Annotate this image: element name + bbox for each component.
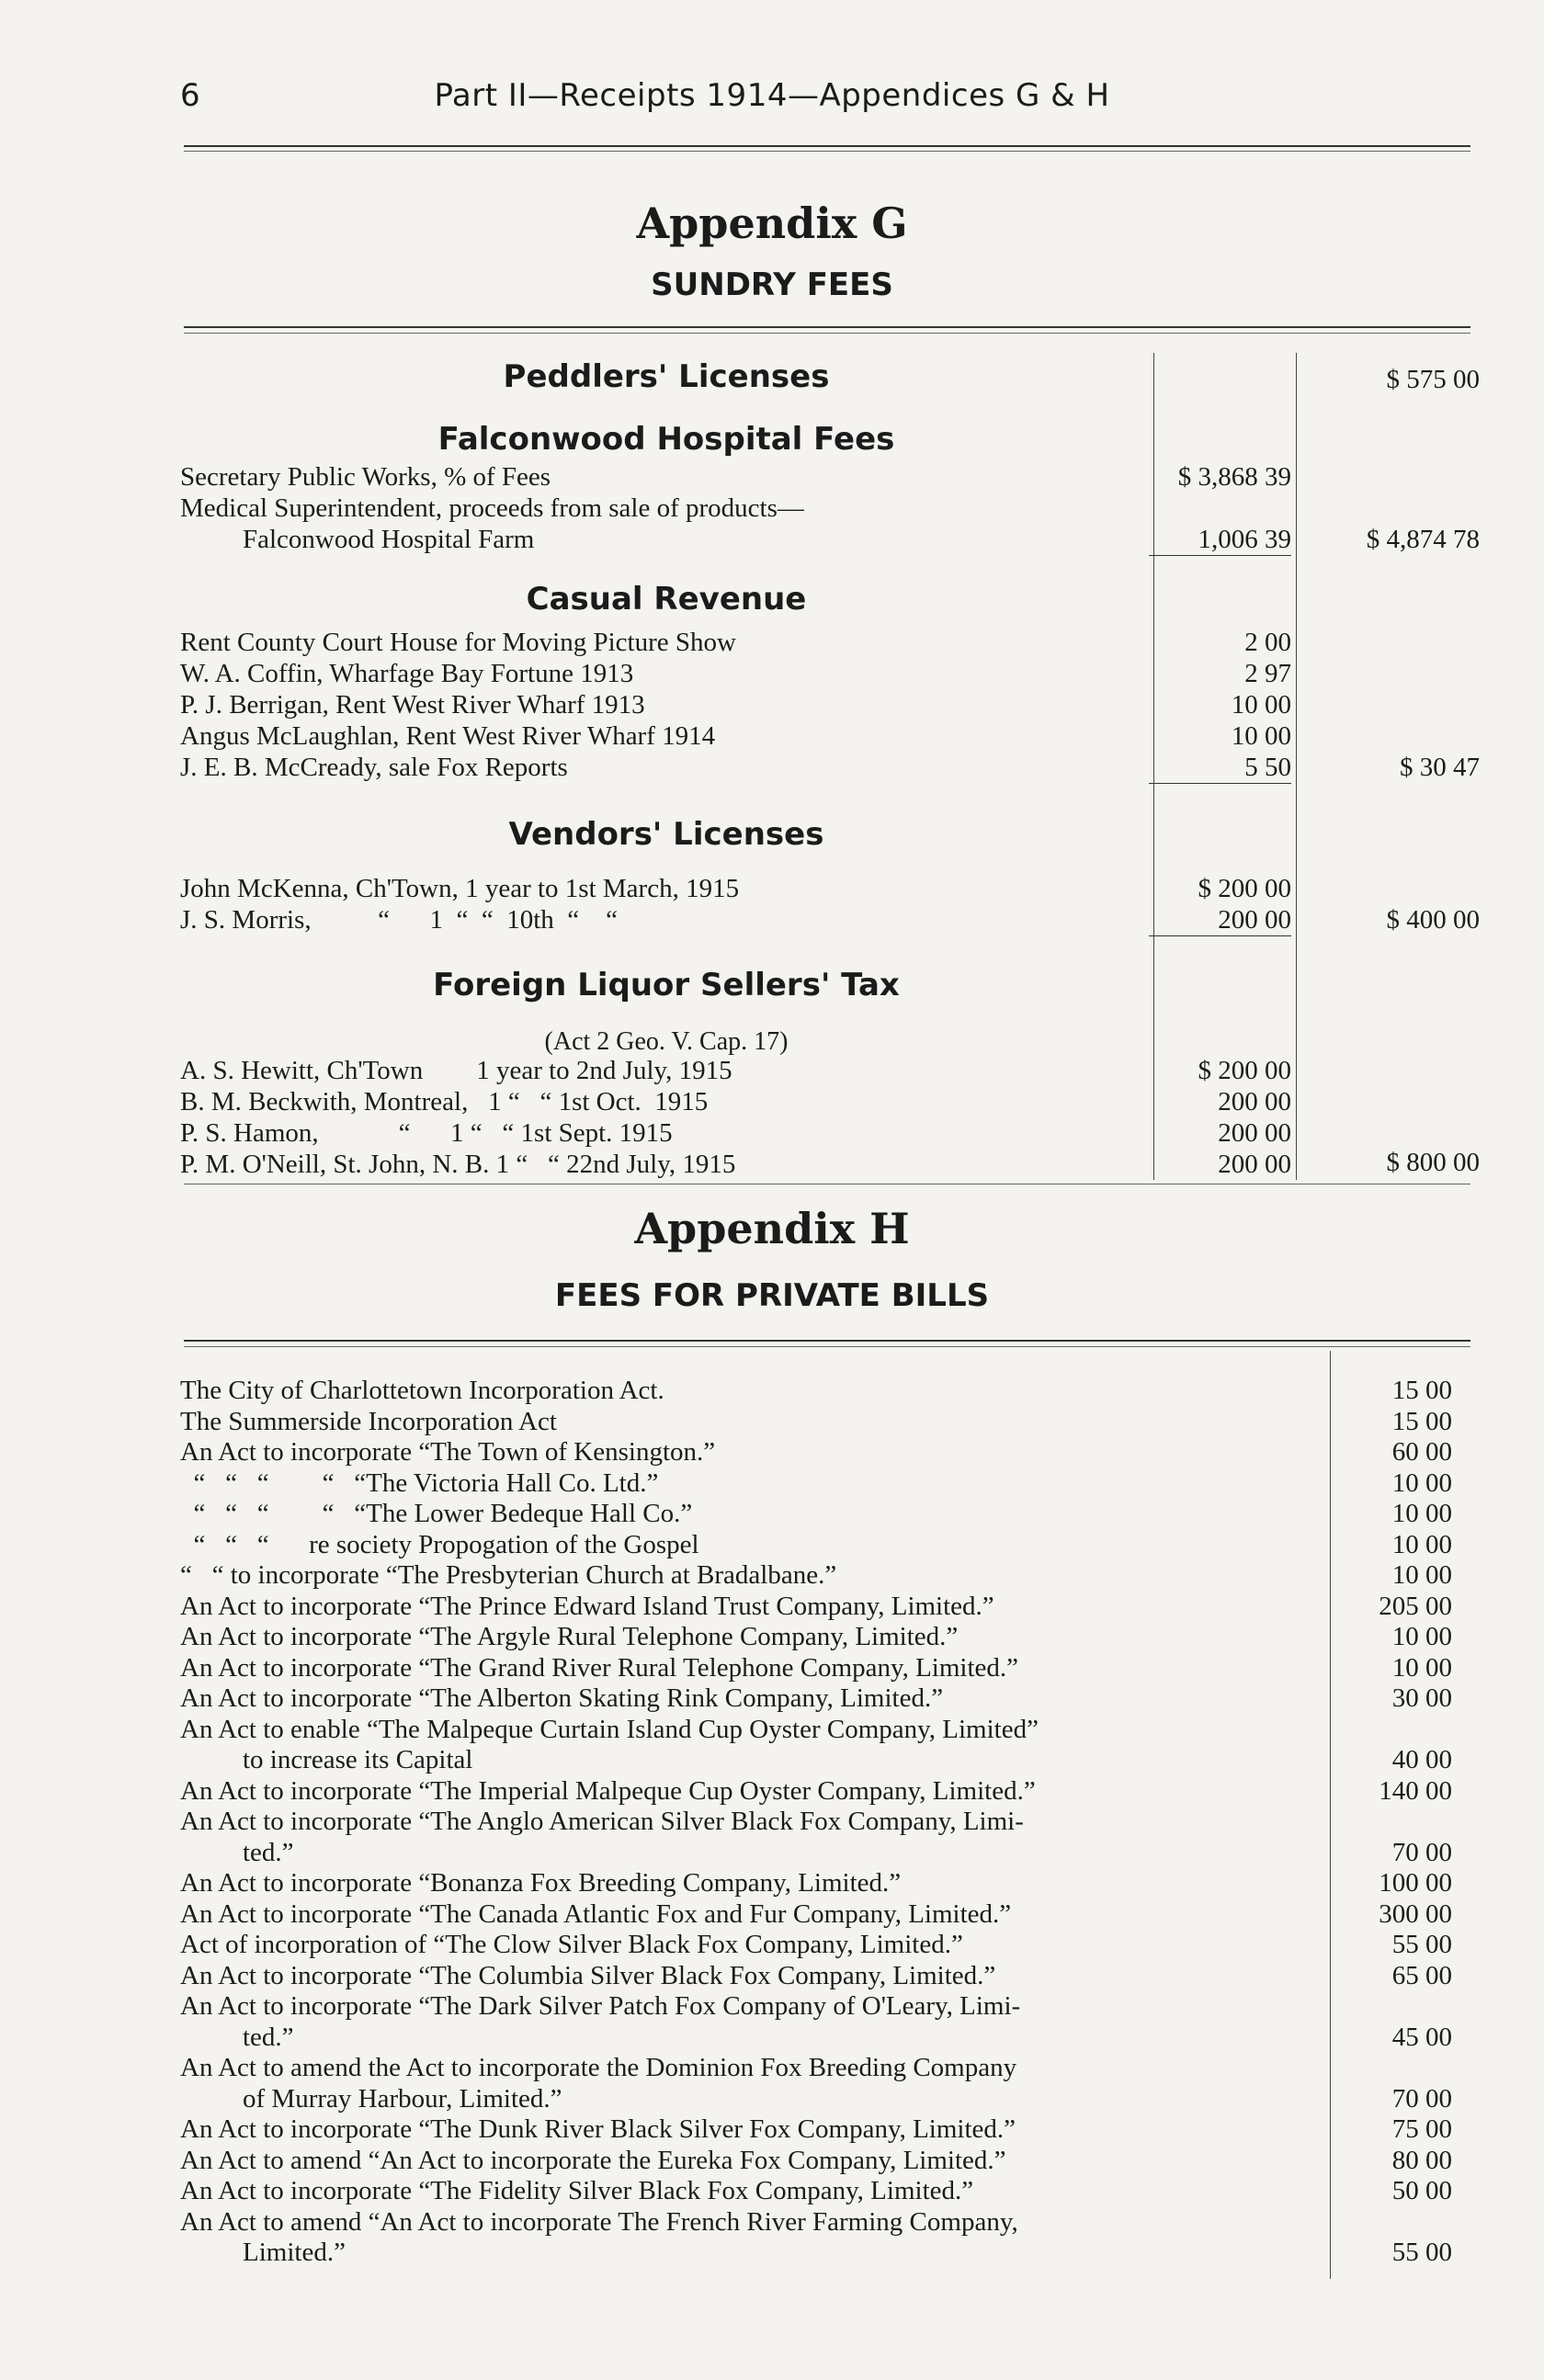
running-title: Part II—Receipts 1914—Appendices G & H <box>434 77 1110 114</box>
private-bill-row-amount: 300 00 <box>1379 1898 1452 1929</box>
private-bill-row <box>180 1683 1329 1714</box>
vendors-row-amount: $ 200 00 <box>1198 874 1291 903</box>
private-bill-row-label: An Act to incorporate “The Dunk River Black Silver Fox Company, Limited.” <box>180 2114 1016 2144</box>
private-bill-row <box>180 1775 1329 1807</box>
liquor-note: (Act 2 Geo. V. Cap. 17) <box>544 1027 789 1056</box>
vendors-row-label: John McKenna, Ch'Town, 1 year to 1st March, 1915 <box>180 874 740 903</box>
casual-row-label: W. A. Coffin, Wharfage Bay Fortune 1913 <box>180 659 634 688</box>
liquor-row <box>180 1149 1145 1180</box>
private-bill-row <box>180 1960 1329 1991</box>
private-bill-row-amount: 10 00 <box>1391 1560 1452 1590</box>
falconwood-row-amount: $ 3,868 39 <box>1177 462 1291 492</box>
private-bill-row-amount: 30 00 <box>1391 1683 1452 1713</box>
appendix-g-title: Appendix G <box>636 198 908 248</box>
private-bill-row-label: Limited.” <box>243 2238 346 2267</box>
private-bill-row-label: ted.” <box>243 1837 294 1867</box>
private-bill-row-label: An Act to incorporate “The Grand River Rural Telephone Company, Limited.” <box>180 1652 1019 1683</box>
private-bill-row-amount: 50 00 <box>1391 2176 1452 2205</box>
private-bill-row-label: “ “ “ “ “The Lower Bedeque Hall Co.” <box>180 1499 693 1528</box>
private-bill-row-label: An Act to incorporate “The Columbia Silver Black Fox Company, Limited.” <box>180 1960 996 1990</box>
casual-total: $ 30 47 <box>1400 753 1480 782</box>
header-rule <box>184 145 1470 147</box>
private-bill-row-amount: 10 00 <box>1391 1468 1452 1498</box>
private-bill-row-amount: 70 00 <box>1391 1837 1452 1867</box>
private-bill-row <box>180 1990 1329 2022</box>
private-bill-row-amount: 15 00 <box>1391 1406 1452 1436</box>
private-bill-row-label: The City of Charlottetown Incorporation Act. <box>180 1376 664 1405</box>
casual-row-amount: 10 00 <box>1231 721 1291 751</box>
peddlers-total: $ 575 00 <box>1386 365 1480 394</box>
private-bill-row-label: An Act to amend the Act to incorporate the Dominion Fox Breeding Company <box>180 2053 1017 2082</box>
private-bill-row-label: An Act to incorporate “The Canada Atlantic Fox and Fur Company, Limited.” <box>180 1898 1012 1929</box>
casual-row-amount: 5 50 <box>1149 752 1291 784</box>
private-bill-row <box>180 1468 1329 1499</box>
liquor-row-label: P. M. O'Neill, St. John, N. B. 1 “ “ 22nd July, 1915 <box>180 1150 736 1179</box>
private-bill-row <box>180 1929 1329 1960</box>
private-bill-row <box>243 2083 1391 2114</box>
liquor-row-amount: $ 200 00 <box>1198 1056 1291 1085</box>
private-bill-row <box>180 1867 1329 1898</box>
private-bill-row <box>180 1898 1329 1930</box>
private-bill-row-amount: 55 00 <box>1391 2238 1452 2267</box>
falconwood-row <box>180 493 1145 524</box>
liquor-row-label: P. S. Hamon, “ 1 “ “ 1st Sept. 1915 <box>180 1118 673 1148</box>
private-bill-row-amount: 10 00 <box>1391 1499 1452 1528</box>
casual-row-label: Rent County Court House for Moving Picture Show <box>180 628 736 657</box>
liquor-row-amount: 200 00 <box>1218 1150 1291 1179</box>
private-bill-row <box>243 1837 1391 1868</box>
casual-heading: Casual Revenue <box>526 581 807 618</box>
private-bill-row <box>180 1436 1329 1468</box>
private-bill-row <box>243 2237 1391 2268</box>
private-bill-row-label: “ “ “ re society Propogation of the Gospel <box>180 1529 699 1559</box>
vendors-row-amount: 200 00 <box>1149 904 1291 936</box>
header-rule-thin <box>184 151 1470 152</box>
private-bill-row-label: An Act to incorporate “Bonanza Fox Breeding Company, Limited.” <box>180 1868 902 1898</box>
private-bill-row <box>180 2052 1329 2083</box>
appendix-g-subtitle: SUNDRY FEES <box>651 266 893 303</box>
private-bill-row-amount: 10 00 <box>1391 1529 1452 1559</box>
casual-row-amount: 2 00 <box>1244 628 1291 657</box>
liquor-row-amount: 200 00 <box>1218 1118 1291 1148</box>
column-rule-h <box>1330 1351 1331 2279</box>
vendors-total: $ 400 00 <box>1386 905 1480 935</box>
private-bill-row <box>243 1744 1391 1775</box>
liquor-row <box>180 1117 1145 1149</box>
private-bill-row-amount: 55 00 <box>1391 1930 1452 1959</box>
private-bill-row-amount: 100 00 <box>1379 1868 1452 1898</box>
appendix-g-rule <box>184 326 1470 328</box>
vendors-heading: Vendors' Licenses <box>508 816 824 853</box>
casual-row <box>180 689 1145 720</box>
private-bill-row-label: Act of incorporation of “The Clow Silver Black Fox Company, Limited.” <box>180 1930 963 1959</box>
falconwood-row-label: Secretary Public Works, % of Fees <box>180 462 551 492</box>
appendix-h-title: Appendix H <box>634 1204 910 1253</box>
casual-row <box>180 752 1145 783</box>
private-bill-row-label: The Summerside Incorporation Act <box>180 1406 557 1436</box>
falconwood-row <box>243 524 1208 555</box>
casual-row-amount: 10 00 <box>1231 690 1291 720</box>
private-bill-row-amount: 140 00 <box>1379 1775 1452 1806</box>
private-bill-row <box>180 1529 1329 1560</box>
private-bill-row <box>243 2022 1391 2053</box>
private-bill-row <box>180 1406 1329 1437</box>
casual-row-amount: 2 97 <box>1244 659 1291 688</box>
peddlers-heading: Peddlers' Licenses <box>503 358 830 395</box>
casual-row-label: P. J. Berrigan, Rent West River Wharf 1913 <box>180 690 645 720</box>
appendix-h-rule <box>184 1340 1470 1342</box>
falconwood-row-label: Falconwood Hospital Farm <box>243 525 535 554</box>
private-bill-row <box>180 1652 1329 1683</box>
private-bill-row-label: An Act to incorporate “The Dark Silver Patch Fox Company of O'Leary, Limi- <box>180 1991 1021 2021</box>
vendors-row <box>180 904 1145 935</box>
private-bill-row-amount: 10 00 <box>1391 1622 1452 1651</box>
appendix-h-subtitle: FEES FOR PRIVATE BILLS <box>554 1277 990 1314</box>
private-bill-row-amount: 80 00 <box>1391 2145 1452 2175</box>
private-bill-row-amount: 205 00 <box>1379 1591 1452 1621</box>
liquor-row-label: A. S. Hewitt, Ch'Town 1 year to 2nd July, 1915 <box>180 1056 732 1085</box>
falconwood-row-amount: 1,006 39 <box>1149 524 1291 556</box>
liquor-total: $ 800 00 <box>1386 1148 1480 1177</box>
private-bill-row-label: An Act to enable “The Malpeque Curtain Island Cup Oyster Company, Limited” <box>180 1714 1039 1744</box>
private-bill-row <box>180 1591 1329 1622</box>
private-bill-row-label: An Act to amend “An Act to incorporate The French River Farming Company, <box>180 2206 1018 2237</box>
vendors-row <box>180 873 1145 904</box>
appendix-g-rule-thin <box>184 333 1470 334</box>
private-bill-row-amount: 10 00 <box>1391 1652 1452 1683</box>
private-bill-row-label: An Act to incorporate “The Argyle Rural Telephone Company, Limited.” <box>180 1622 959 1651</box>
private-bill-row <box>180 1621 1329 1652</box>
private-bill-row-label: An Act to incorporate “The Town of Kensington.” <box>180 1437 716 1467</box>
private-bill-row-label: to increase its Capital <box>243 1745 473 1774</box>
falconwood-heading: Falconwood Hospital Fees <box>437 421 895 458</box>
private-bill-row-label: “ “ “ “ “The Victoria Hall Co. Ltd.” <box>180 1468 659 1498</box>
private-bill-row <box>180 1559 1329 1591</box>
private-bill-row <box>180 1375 1329 1406</box>
falconwood-row <box>180 461 1145 493</box>
private-bill-row <box>180 2175 1329 2206</box>
liquor-row <box>180 1055 1145 1086</box>
private-bill-row-amount: 75 00 <box>1391 2114 1452 2144</box>
private-bill-row-label: An Act to incorporate “The Prince Edward Island Trust Company, Limited.” <box>180 1591 994 1621</box>
private-bill-row-amount: 40 00 <box>1391 1745 1452 1774</box>
casual-row-label: Angus McLaughlan, Rent West River Wharf 1914 <box>180 721 716 751</box>
appendix-h-rule-thin <box>184 1346 1470 1347</box>
private-bill-row-amount: 15 00 <box>1391 1376 1452 1405</box>
private-bill-row-label: An Act to amend “An Act to incorporate the Eureka Fox Company, Limited.” <box>180 2145 1006 2175</box>
private-bill-row-amount: 65 00 <box>1391 1960 1452 1990</box>
private-bill-row-label: An Act to incorporate “The Anglo American Silver Black Fox Company, Limi- <box>180 1807 1024 1836</box>
private-bill-row-label: of Murray Harbour, Limited.” <box>243 2083 562 2114</box>
private-bill-row <box>180 2145 1329 2176</box>
private-bill-row-label: An Act to incorporate “The Imperial Malpeque Cup Oyster Company, Limited.” <box>180 1775 1036 1806</box>
private-bill-row-amount: 70 00 <box>1391 2083 1452 2114</box>
casual-row <box>180 658 1145 689</box>
private-bill-row <box>180 2206 1329 2238</box>
casual-row-label: J. E. B. McCready, sale Fox Reports <box>180 753 568 782</box>
liquor-row-label: B. M. Beckwith, Montreal, 1 “ “ 1st Oct. 1915 <box>180 1087 709 1116</box>
private-bill-row-label: ted.” <box>243 2022 294 2052</box>
private-bill-row <box>180 1806 1329 1837</box>
page-number: 6 <box>180 77 200 114</box>
falconwood-row-label: Medical Superintendent, proceeds from sale of products— <box>180 493 804 523</box>
private-bill-row-amount: 45 00 <box>1391 2022 1452 2052</box>
liquor-row-amount: 200 00 <box>1218 1087 1291 1116</box>
private-bill-row-amount: 60 00 <box>1391 1437 1452 1467</box>
private-bill-row-label: An Act to incorporate “The Fidelity Silver Black Fox Company, Limited.” <box>180 2176 974 2205</box>
liquor-heading: Foreign Liquor Sellers' Tax <box>433 967 900 1003</box>
private-bill-row-label: “ “ to incorporate “The Presbyterian Church at Bradalbane.” <box>180 1560 837 1590</box>
falconwood-total: $ 4,874 78 <box>1366 525 1480 554</box>
liquor-row <box>180 1086 1145 1117</box>
private-bill-row <box>180 2114 1329 2145</box>
casual-row <box>180 627 1145 658</box>
page-header <box>180 77 1364 123</box>
vendors-row-label: J. S. Morris, “ 1 “ “ 10th “ “ <box>180 905 619 935</box>
private-bill-row <box>180 1498 1329 1529</box>
private-bill-row-label: An Act to incorporate “The Alberton Skating Rink Company, Limited.” <box>180 1683 944 1713</box>
private-bill-row <box>180 1714 1329 1745</box>
casual-row <box>180 720 1145 752</box>
